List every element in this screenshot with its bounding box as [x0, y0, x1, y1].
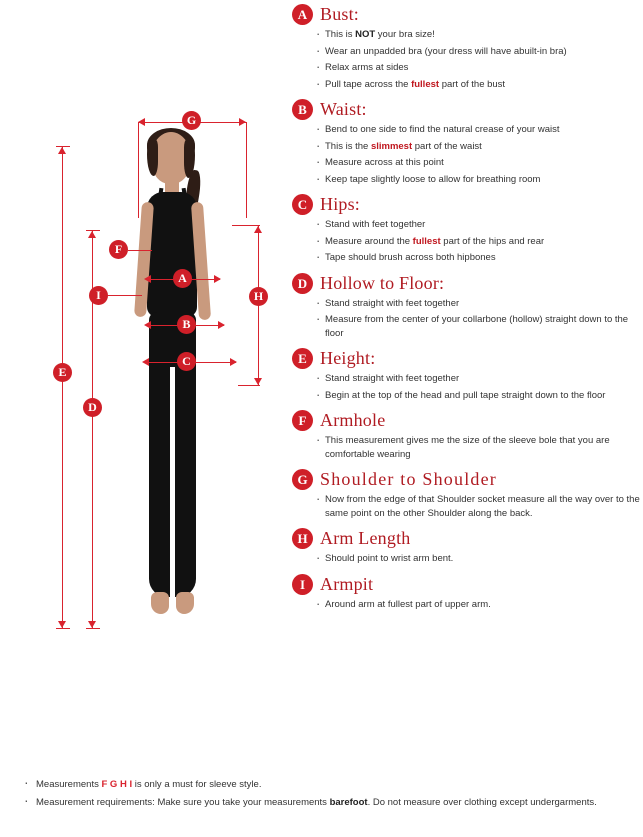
measurement-instructions-panel	[292, 4, 640, 619]
entry-letter-H: H	[292, 528, 313, 549]
entry-waist	[292, 99, 640, 186]
tick-hollow-bottom	[86, 628, 100, 629]
arrow-waist-right	[218, 321, 225, 329]
entry-armhole	[292, 410, 640, 461]
entry-armhole-header	[292, 410, 640, 431]
list-item: · Measure around the fullest part of the hips and rear	[316, 235, 640, 249]
arrow-hollow-down	[88, 621, 96, 628]
diagram-badge-B: B	[177, 315, 196, 334]
entry-height-bullets	[292, 372, 640, 402]
footer-note-1-letters: F G H I	[101, 779, 133, 790]
entry-letter-B: B	[292, 99, 313, 120]
arrow-waist-left	[144, 321, 151, 329]
torso-shape	[147, 192, 197, 317]
tick-height-bottom	[56, 628, 70, 629]
arrow-hollow-up	[88, 231, 96, 238]
entry-letter-E: E	[292, 348, 313, 369]
arrow-arm-down	[254, 378, 262, 385]
list-item: · Now from the edge of that Shoulder socket measure all the way over to the same point on the other Shoulder along the back.	[316, 493, 640, 520]
foot-left-shape	[151, 592, 169, 614]
entry-title-armhole: Armhole	[320, 410, 386, 430]
arrow-bust-right	[214, 275, 221, 283]
footer-note-2-pre: Measurement requirements: Make sure you take your measurements	[36, 796, 330, 808]
entry-bust-header	[292, 4, 640, 25]
entry-title-hips: Hips:	[320, 194, 361, 214]
entry-waist-header	[292, 99, 640, 120]
entry-letter-D: D	[292, 273, 313, 294]
list-item: · Should point to wrist arm bent.	[316, 552, 640, 566]
entry-title-bust: Bust:	[320, 4, 360, 24]
leg-gap-shape	[170, 367, 175, 597]
tick-shoulder-right	[246, 122, 247, 218]
entry-letter-I: I	[292, 574, 313, 595]
entry-title-hollow-to-floor: Hollow to Floor:	[320, 272, 445, 293]
diagram-badge-I: I	[89, 286, 108, 305]
footer-note-1	[24, 778, 624, 792]
arrow-arm-up	[254, 226, 262, 233]
diagram-badge-C: C	[177, 352, 196, 371]
tick-shoulder-left	[138, 122, 139, 218]
arrow-hips-left	[142, 358, 149, 366]
female-figure-illustration	[118, 132, 228, 632]
list-item: · Wear an unpadded bra (your dress will have abuilt-in bra)	[316, 45, 640, 59]
list-item: · This is the slimmest part of the waist	[316, 140, 640, 154]
diagram-badge-D: D	[83, 398, 102, 417]
entry-arm-length	[292, 528, 640, 566]
arrow-shoulder-right	[239, 118, 246, 126]
line-armpit	[108, 295, 142, 296]
arrow-shoulder-left	[138, 118, 145, 126]
list-item: · Stand with feet together	[316, 218, 640, 232]
entry-title-waist: Waist:	[320, 99, 367, 119]
entry-armpit-bullets	[292, 598, 640, 612]
entry-title-height: Height:	[320, 348, 376, 368]
footer-note-1-post: is only a must for sleeve style.	[132, 779, 262, 790]
list-item: · Relax arms at sides	[316, 61, 640, 75]
entry-shoulder-to-shoulder	[292, 469, 640, 520]
footer-note-1-pre: Measurements	[36, 779, 102, 790]
entry-armhole-bullets	[292, 434, 640, 461]
list-item: · Measure from the center of your collarbone (hollow) straight down to the floor	[316, 313, 640, 340]
entry-armpit	[292, 574, 640, 612]
entry-hollow-to-floor	[292, 273, 640, 341]
diagram-badge-H: H	[249, 287, 268, 306]
list-item: · Pull tape across the fullest part of the bust	[316, 78, 640, 92]
list-item: · This measurement gives me the size of the sleeve bole that you are comfortable wearing	[316, 434, 640, 461]
diagram-badge-E: E	[53, 363, 72, 382]
list-item: · Stand straight with feet together	[316, 297, 640, 311]
entry-hollow-to-floor-header	[292, 273, 640, 294]
entry-height-header	[292, 348, 640, 369]
entry-armpit-header	[292, 574, 640, 595]
footer-note-2	[24, 796, 624, 810]
tick-arm-bottom	[238, 385, 260, 386]
entry-arm-length-header	[292, 528, 640, 549]
list-item: · This is NOT your bra size!	[316, 28, 640, 42]
entry-shoulder-to-shoulder-bullets	[292, 493, 640, 520]
entry-letter-G: G	[292, 469, 313, 490]
diagram-badge-G: G	[182, 111, 201, 130]
arrow-height-down	[58, 621, 66, 628]
entry-height	[292, 348, 640, 402]
diagram-badge-A: A	[173, 269, 192, 288]
list-item: · Bend to one side to find the natural crease of your waist	[316, 123, 640, 137]
list-item: · Measure across at this point	[316, 156, 640, 170]
entry-letter-F: F	[292, 410, 313, 431]
entry-title-armpit: Armpit	[320, 573, 374, 594]
footer-note-2-bold: barefoot	[329, 796, 368, 808]
foot-right-shape	[176, 592, 194, 614]
entry-hips-header	[292, 194, 640, 215]
entry-bust-bullets	[292, 28, 640, 91]
entry-hips-bullets	[292, 218, 640, 265]
entry-arm-length-bullets	[292, 552, 640, 566]
entry-shoulder-to-shoulder-header	[292, 469, 640, 490]
line-height	[62, 146, 63, 628]
list-item: · Keep tape slightly loose to allow for breathing room	[316, 173, 640, 187]
list-item: · Stand straight with feet together	[316, 372, 640, 386]
footer-note-2-post: . Do not measure over clothing except undergarments.	[367, 796, 597, 808]
entry-bust	[292, 4, 640, 91]
arrow-bust-left	[144, 275, 151, 283]
list-item: · Begin at the top of the head and pull tape straight down to the floor	[316, 389, 640, 403]
entry-letter-A: A	[292, 4, 313, 25]
entry-hollow-to-floor-bullets	[292, 297, 640, 341]
line-armhole	[128, 250, 152, 251]
entry-letter-C: C	[292, 194, 313, 215]
entry-hips	[292, 194, 640, 265]
measurement-diagram	[0, 0, 290, 770]
footer-notes	[24, 778, 624, 813]
list-item: · Tape should brush across both hipbones	[316, 251, 640, 265]
list-item: · Around arm at fullest part of upper arm.	[316, 598, 640, 612]
entry-title-arm-length: Arm Length	[320, 528, 411, 548]
hair-left-shape	[147, 140, 158, 176]
entry-waist-bullets	[292, 123, 640, 186]
entry-title-shoulder-to-shoulder: Shoulder to Shoulder	[320, 469, 497, 489]
arrow-height-up	[58, 147, 66, 154]
arrow-hips-right	[230, 358, 237, 366]
diagram-badge-F: F	[109, 240, 128, 259]
